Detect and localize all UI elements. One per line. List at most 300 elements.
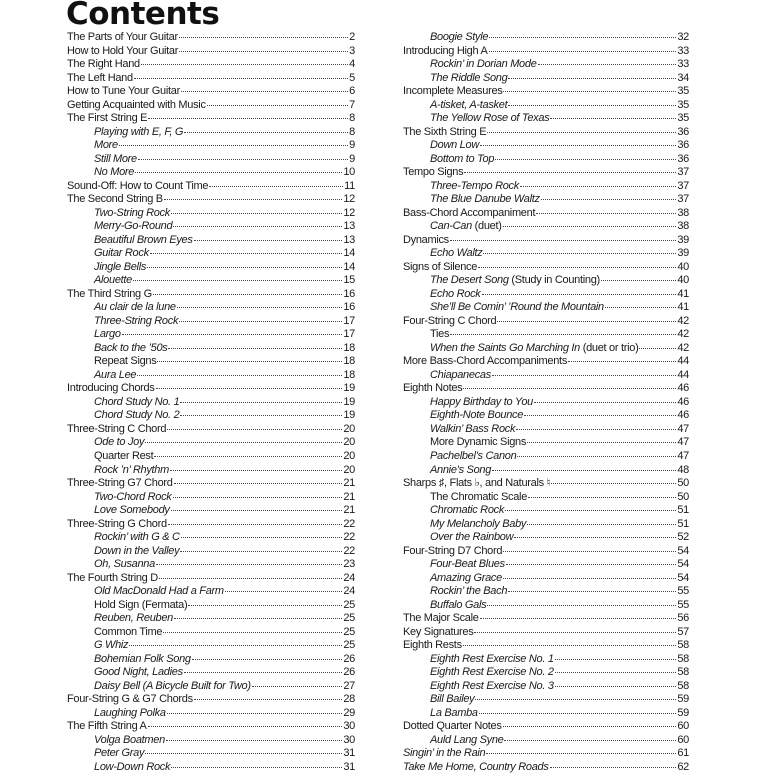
entry-title-text: Boogie Style	[430, 31, 489, 43]
dot-leader	[174, 618, 342, 619]
toc-entry[interactable]	[403, 720, 689, 734]
toc-entry[interactable]	[67, 382, 355, 396]
entry-title-text: Largo	[94, 328, 121, 341]
entry-title-text: Three-String G7 Chord	[67, 477, 173, 490]
entry-title	[403, 382, 462, 396]
toc-subentry[interactable]	[403, 653, 689, 667]
entry-title-text: Two-Chord Rock	[94, 490, 172, 503]
page-number: 52	[677, 531, 689, 544]
page-number: 4	[349, 58, 355, 71]
entry-title	[67, 558, 155, 572]
dot-leader	[135, 172, 342, 173]
entry-title	[67, 166, 134, 180]
toc-entry[interactable]	[403, 207, 689, 221]
toc-subentry[interactable]	[67, 247, 355, 261]
toc-subentry[interactable]	[67, 639, 355, 653]
toc-subentry[interactable]	[403, 666, 689, 680]
dot-leader	[504, 740, 676, 741]
toc-entry[interactable]	[67, 477, 355, 491]
entry-title	[403, 747, 485, 761]
page-number: 36	[677, 152, 689, 165]
entry-title	[67, 234, 193, 248]
entry-title	[403, 220, 502, 234]
page-number: 5	[349, 71, 355, 84]
entry-title	[403, 234, 449, 248]
entry-title-text: Pachelbel’s Canon	[430, 449, 517, 462]
entry-title-text: Four-Beat Blues	[430, 558, 505, 571]
toc-entry[interactable]	[403, 166, 689, 180]
toc-entry[interactable]	[403, 612, 689, 626]
entry-title-text: Back to the ’50s	[94, 341, 168, 354]
toc-subentry[interactable]	[67, 531, 355, 545]
dot-leader	[179, 51, 348, 52]
page-number: 58	[677, 679, 689, 692]
toc-subentry[interactable]	[403, 180, 689, 194]
entry-title-text: Singin’ in the Rain	[403, 747, 486, 760]
toc-subentry[interactable]	[403, 734, 689, 748]
toc-subentry[interactable]	[403, 247, 689, 261]
page-number: 14	[343, 260, 355, 273]
toc-entry[interactable]	[403, 639, 689, 653]
toc-entry[interactable]	[403, 477, 689, 491]
toc-entry[interactable]	[67, 423, 355, 437]
toc-entry[interactable]	[67, 572, 355, 586]
toc-entry[interactable]	[67, 193, 355, 207]
toc-subentry[interactable]	[403, 423, 689, 437]
toc-entry[interactable]	[403, 45, 689, 59]
entry-title	[67, 99, 206, 113]
entry-title-text: Rockin’ with G & C	[94, 531, 180, 544]
entry-title	[403, 112, 549, 126]
entry-title	[403, 355, 567, 369]
toc-subentry[interactable]	[403, 288, 689, 302]
entry-title-text: Merry-Go-Round	[94, 220, 173, 233]
toc-subentry[interactable]	[67, 396, 355, 410]
page-number: 30	[343, 733, 355, 746]
entry-title-text: Rock ’n’ Rhythm	[94, 463, 169, 476]
page-number: 26	[343, 652, 355, 665]
page-number: 57	[677, 625, 689, 638]
page-number: 41	[677, 301, 689, 314]
entry-title-text: Chord Study No. 2	[94, 409, 180, 422]
dot-leader	[177, 307, 343, 308]
entry-title	[403, 193, 540, 207]
entry-title-text: Getting Acquainted with Music	[67, 98, 206, 111]
page-number: 32	[677, 31, 689, 43]
dot-leader	[184, 672, 343, 673]
toc-subentry[interactable]	[403, 58, 689, 72]
toc-subentry[interactable]	[403, 464, 689, 478]
entry-title-text: Rockin’ in Dorian Mode	[430, 58, 537, 71]
page-number: 42	[677, 314, 689, 327]
toc-subentry[interactable]	[67, 234, 355, 248]
dot-leader	[150, 253, 343, 254]
toc-subentry[interactable]	[67, 491, 355, 505]
toc-subentry[interactable]	[67, 612, 355, 626]
toc-entry[interactable]	[403, 761, 689, 774]
toc-subentry[interactable]	[67, 315, 355, 329]
dot-leader	[503, 226, 677, 227]
toc-subentry[interactable]	[67, 274, 355, 288]
dot-leader	[148, 726, 343, 727]
entry-title	[67, 342, 167, 356]
toc-subentry[interactable]	[67, 220, 355, 234]
entry-title-text: Dotted Quarter Notes	[403, 720, 502, 733]
toc-subentry[interactable]	[67, 585, 355, 599]
page-number: 51	[677, 504, 689, 517]
toc-column-left	[67, 31, 355, 774]
toc-subentry[interactable]	[67, 599, 355, 613]
toc-subentry[interactable]	[403, 193, 689, 207]
toc-entry[interactable]	[403, 85, 689, 99]
dot-leader	[489, 51, 677, 52]
entry-title-text: Two-String Rock	[94, 206, 170, 219]
page-number: 24	[343, 571, 355, 584]
dot-leader	[541, 199, 677, 200]
toc-subentry[interactable]	[403, 504, 689, 518]
entry-title-text: Tempo Signs	[403, 166, 464, 179]
page-number: 58	[677, 666, 689, 679]
entry-title-text: Aura Lee	[94, 368, 137, 381]
toc-entry[interactable]	[67, 45, 355, 59]
entry-title-text: Annie’s Song	[430, 463, 492, 476]
dot-leader	[157, 361, 342, 362]
toc-subentry[interactable]	[403, 369, 689, 383]
toc-subentry[interactable]	[67, 558, 355, 572]
toc-subentry[interactable]	[67, 369, 355, 383]
entry-title-text: Eighth Rest Exercise No. 3	[430, 679, 554, 692]
entry-title	[67, 220, 172, 234]
toc-subentry[interactable]	[67, 328, 355, 342]
toc-entry[interactable]	[403, 315, 689, 329]
toc-subentry[interactable]	[67, 747, 355, 761]
page-number: 40	[677, 260, 689, 273]
toc-subentry[interactable]	[403, 342, 689, 356]
toc-subentry[interactable]	[67, 653, 355, 667]
entry-title-text: The Right Hand	[67, 58, 140, 71]
toc-subentry[interactable]	[403, 558, 689, 572]
dot-leader	[516, 429, 676, 430]
entry-title	[67, 653, 191, 667]
page-number: 47	[677, 449, 689, 462]
toc-subentry[interactable]	[403, 599, 689, 613]
page-number: 38	[677, 220, 689, 233]
toc-subentry[interactable]	[67, 261, 355, 275]
entry-title	[67, 396, 179, 410]
page-number: 48	[677, 463, 689, 476]
page-number: 15	[343, 274, 355, 287]
entry-title	[403, 504, 504, 518]
entry-title-text: The Second String B	[67, 193, 163, 206]
page-number: 16	[343, 287, 355, 300]
toc-subentry[interactable]	[403, 491, 689, 505]
toc-subentry[interactable]	[67, 666, 355, 680]
toc-subentry[interactable]	[403, 301, 689, 315]
entry-title	[403, 139, 479, 153]
page-number: 55	[677, 585, 689, 598]
entry-title-text: Echo Waltz	[430, 247, 483, 260]
toc-entry[interactable]	[403, 626, 689, 640]
toc-entry[interactable]	[67, 693, 355, 707]
toc-subentry[interactable]	[403, 518, 689, 532]
toc-subentry[interactable]	[67, 126, 355, 140]
toc-entry[interactable]	[403, 261, 689, 275]
toc-subentry[interactable]	[67, 207, 355, 221]
page-number: 40	[677, 274, 689, 287]
toc-subentry[interactable]	[403, 112, 689, 126]
toc-subentry[interactable]	[403, 436, 689, 450]
entry-title-text: Dynamics	[403, 233, 449, 246]
entry-title	[67, 626, 162, 640]
entry-title-text: The Riddle Song	[430, 71, 508, 84]
dot-leader	[464, 172, 676, 173]
dot-leader	[168, 348, 342, 349]
entry-title-text: Common Time	[94, 625, 163, 638]
toc-subentry[interactable]	[403, 139, 689, 153]
page-number: 21	[343, 504, 355, 517]
entry-title-text: Chromatic Rock	[430, 504, 505, 517]
toc-subentry[interactable]	[403, 450, 689, 464]
dot-leader	[555, 672, 677, 673]
entry-title-text: Low-Down Rock	[94, 760, 171, 773]
entry-title-text: Ties	[430, 328, 450, 341]
entry-title-text: The Chromatic Scale	[430, 490, 528, 503]
entry-title-text: She’ll Be Comin’ ’Round the Mountain	[430, 301, 604, 314]
toc-subentry[interactable]	[403, 409, 689, 423]
page-number: 35	[677, 85, 689, 98]
dot-leader	[133, 280, 342, 281]
toc-entry[interactable]	[67, 31, 355, 45]
entry-title	[403, 261, 477, 275]
entry-title	[67, 450, 153, 464]
entry-title-text: Bottom to Top	[430, 152, 495, 165]
page-number: 35	[677, 112, 689, 125]
toc-subentry[interactable]	[403, 328, 689, 342]
entry-title	[403, 518, 526, 532]
dot-leader	[487, 605, 676, 606]
toc-entry[interactable]	[67, 72, 355, 86]
toc-subentry[interactable]	[67, 166, 355, 180]
dot-leader	[527, 442, 676, 443]
toc-subentry[interactable]	[67, 626, 355, 640]
toc-subentry[interactable]	[67, 450, 355, 464]
entry-title-text: Three-String Rock	[94, 314, 179, 327]
toc-subentry[interactable]	[67, 436, 355, 450]
entry-title	[67, 423, 166, 437]
toc-subentry[interactable]	[67, 342, 355, 356]
entry-title-text: Guitar Rock	[94, 247, 149, 260]
page-number: 31	[343, 760, 355, 773]
entry-title-text: Four-String G & G7 Chords	[67, 693, 193, 706]
page-number: 31	[343, 747, 355, 760]
page-number: 37	[677, 179, 689, 192]
toc-entry[interactable]	[67, 518, 355, 532]
toc-subentry[interactable]	[403, 693, 689, 707]
page-number: 14	[343, 247, 355, 260]
entry-title-note: (Study in Counting)	[508, 274, 600, 287]
toc-subentry[interactable]	[67, 504, 355, 518]
toc-entry[interactable]	[67, 99, 355, 113]
dot-leader	[508, 105, 676, 106]
entry-title-text: Eighth Rest Exercise No. 2	[430, 666, 554, 679]
dot-leader	[194, 240, 343, 241]
toc-subentry[interactable]	[67, 545, 355, 559]
page-number: 19	[343, 395, 355, 408]
toc-subentry[interactable]	[67, 680, 355, 694]
toc-subentry[interactable]	[67, 139, 355, 153]
entry-title	[67, 247, 149, 261]
page-number: 46	[677, 382, 689, 395]
toc-entry[interactable]	[67, 180, 355, 194]
dot-leader	[536, 213, 676, 214]
page-number: 25	[343, 598, 355, 611]
dot-leader	[141, 64, 348, 65]
entry-title	[67, 599, 187, 613]
page-number: 61	[677, 747, 689, 760]
entry-title-text: The Yellow Rose of Texas	[430, 112, 550, 125]
page-number: 24	[343, 585, 355, 598]
entry-title	[403, 288, 481, 302]
toc-subentry[interactable]	[403, 72, 689, 86]
entry-title	[67, 639, 128, 653]
page-number: 46	[677, 395, 689, 408]
page-number: 34	[677, 71, 689, 84]
entry-title-text: Peter Gray	[94, 747, 145, 760]
dot-leader	[483, 253, 676, 254]
toc-subentry[interactable]	[403, 274, 689, 288]
entry-title-text: Volga Boatmen	[94, 733, 165, 746]
entry-title-text: Still More	[94, 152, 137, 165]
entry-title-text: Bass-Chord Accompaniment	[403, 206, 536, 219]
entry-title	[403, 626, 473, 640]
entry-title	[403, 531, 513, 545]
page-number: 10	[343, 166, 355, 179]
entry-title	[67, 72, 133, 86]
toc-entry[interactable]	[403, 382, 689, 396]
dot-leader	[194, 699, 343, 700]
toc-subentry[interactable]	[403, 707, 689, 721]
page-number: 46	[677, 409, 689, 422]
page-number: 62	[677, 760, 689, 773]
page-number: 18	[343, 341, 355, 354]
toc-subentry[interactable]	[67, 464, 355, 478]
dot-leader	[520, 186, 676, 187]
dot-leader	[163, 632, 342, 633]
toc-subentry[interactable]	[403, 153, 689, 167]
dot-leader	[486, 753, 676, 754]
entry-title-text: Three-String G Chord	[67, 517, 167, 530]
dot-leader	[497, 321, 676, 322]
entry-title	[403, 31, 488, 45]
dot-leader	[450, 334, 676, 335]
dot-leader	[137, 375, 342, 376]
dot-leader	[480, 145, 676, 146]
page-number: 22	[343, 544, 355, 557]
toc-entry[interactable]	[403, 234, 689, 248]
toc-subentry[interactable]	[403, 531, 689, 545]
page-number: 27	[343, 679, 355, 692]
entry-title	[403, 99, 507, 113]
entry-title-text: Hold Sign (Fermata)	[94, 598, 188, 611]
toc-subentry[interactable]	[403, 585, 689, 599]
entry-title	[67, 369, 136, 383]
toc-subentry[interactable]	[67, 301, 355, 315]
page-number: 16	[343, 301, 355, 314]
page-number: 54	[677, 571, 689, 584]
toc-subentry[interactable]	[67, 761, 355, 774]
toc-subentry[interactable]	[403, 31, 689, 45]
dot-leader	[181, 91, 348, 92]
toc-subentry[interactable]	[403, 680, 689, 694]
entry-title	[403, 653, 554, 667]
entry-title-text: Introducing High A	[403, 44, 488, 57]
page-number: 13	[343, 220, 355, 233]
toc-entry[interactable]	[403, 747, 689, 761]
dot-leader	[528, 497, 676, 498]
toc-subentry[interactable]	[67, 707, 355, 721]
page-number: 42	[677, 328, 689, 341]
entry-title-text: The Third String G	[67, 287, 152, 300]
dot-leader	[503, 726, 677, 727]
entry-title	[403, 585, 507, 599]
entry-title	[67, 747, 144, 761]
entry-title	[403, 423, 515, 437]
page-number: 44	[677, 355, 689, 368]
page-number: 39	[677, 247, 689, 260]
toc-entry[interactable]	[67, 85, 355, 99]
entry-title	[403, 707, 478, 721]
entry-title-text: Eighth Rests	[403, 639, 462, 652]
dot-leader	[568, 361, 676, 362]
toc-entry[interactable]	[403, 355, 689, 369]
toc-entry[interactable]	[67, 58, 355, 72]
entry-title-text: Eighth Notes	[403, 382, 463, 395]
toc-entry[interactable]	[67, 112, 355, 126]
entry-title-text: Old MacDonald Had a Farm	[94, 585, 224, 598]
dot-leader	[482, 294, 677, 295]
toc-subentry[interactable]	[403, 396, 689, 410]
toc-subentry[interactable]	[403, 572, 689, 586]
toc-entry[interactable]	[403, 126, 689, 140]
dot-leader	[508, 591, 676, 592]
entry-title	[67, 31, 178, 45]
dot-leader	[503, 551, 676, 552]
page-number: 56	[677, 612, 689, 625]
dot-leader	[506, 564, 677, 565]
entry-title-note: (duet)	[471, 220, 502, 233]
dot-leader	[179, 321, 342, 322]
toc-subentry[interactable]	[403, 99, 689, 113]
entry-title	[67, 707, 166, 721]
page-number: 54	[677, 558, 689, 571]
toc-subentry[interactable]	[67, 409, 355, 423]
entry-title-text: Laughing Polka	[94, 706, 166, 719]
toc-subentry[interactable]	[403, 220, 689, 234]
toc-subentry[interactable]	[67, 734, 355, 748]
page-number: 41	[677, 287, 689, 300]
dot-leader	[555, 686, 677, 687]
toc-subentry[interactable]	[67, 355, 355, 369]
toc-entry[interactable]	[67, 720, 355, 734]
page-number: 30	[343, 720, 355, 733]
toc-subentry[interactable]	[67, 153, 355, 167]
dot-leader	[173, 497, 343, 498]
toc-entry[interactable]	[67, 288, 355, 302]
toc-entry[interactable]	[403, 545, 689, 559]
dot-leader	[174, 483, 343, 484]
entry-title	[403, 315, 496, 329]
entry-title-text: Oh, Susanna	[94, 558, 155, 571]
